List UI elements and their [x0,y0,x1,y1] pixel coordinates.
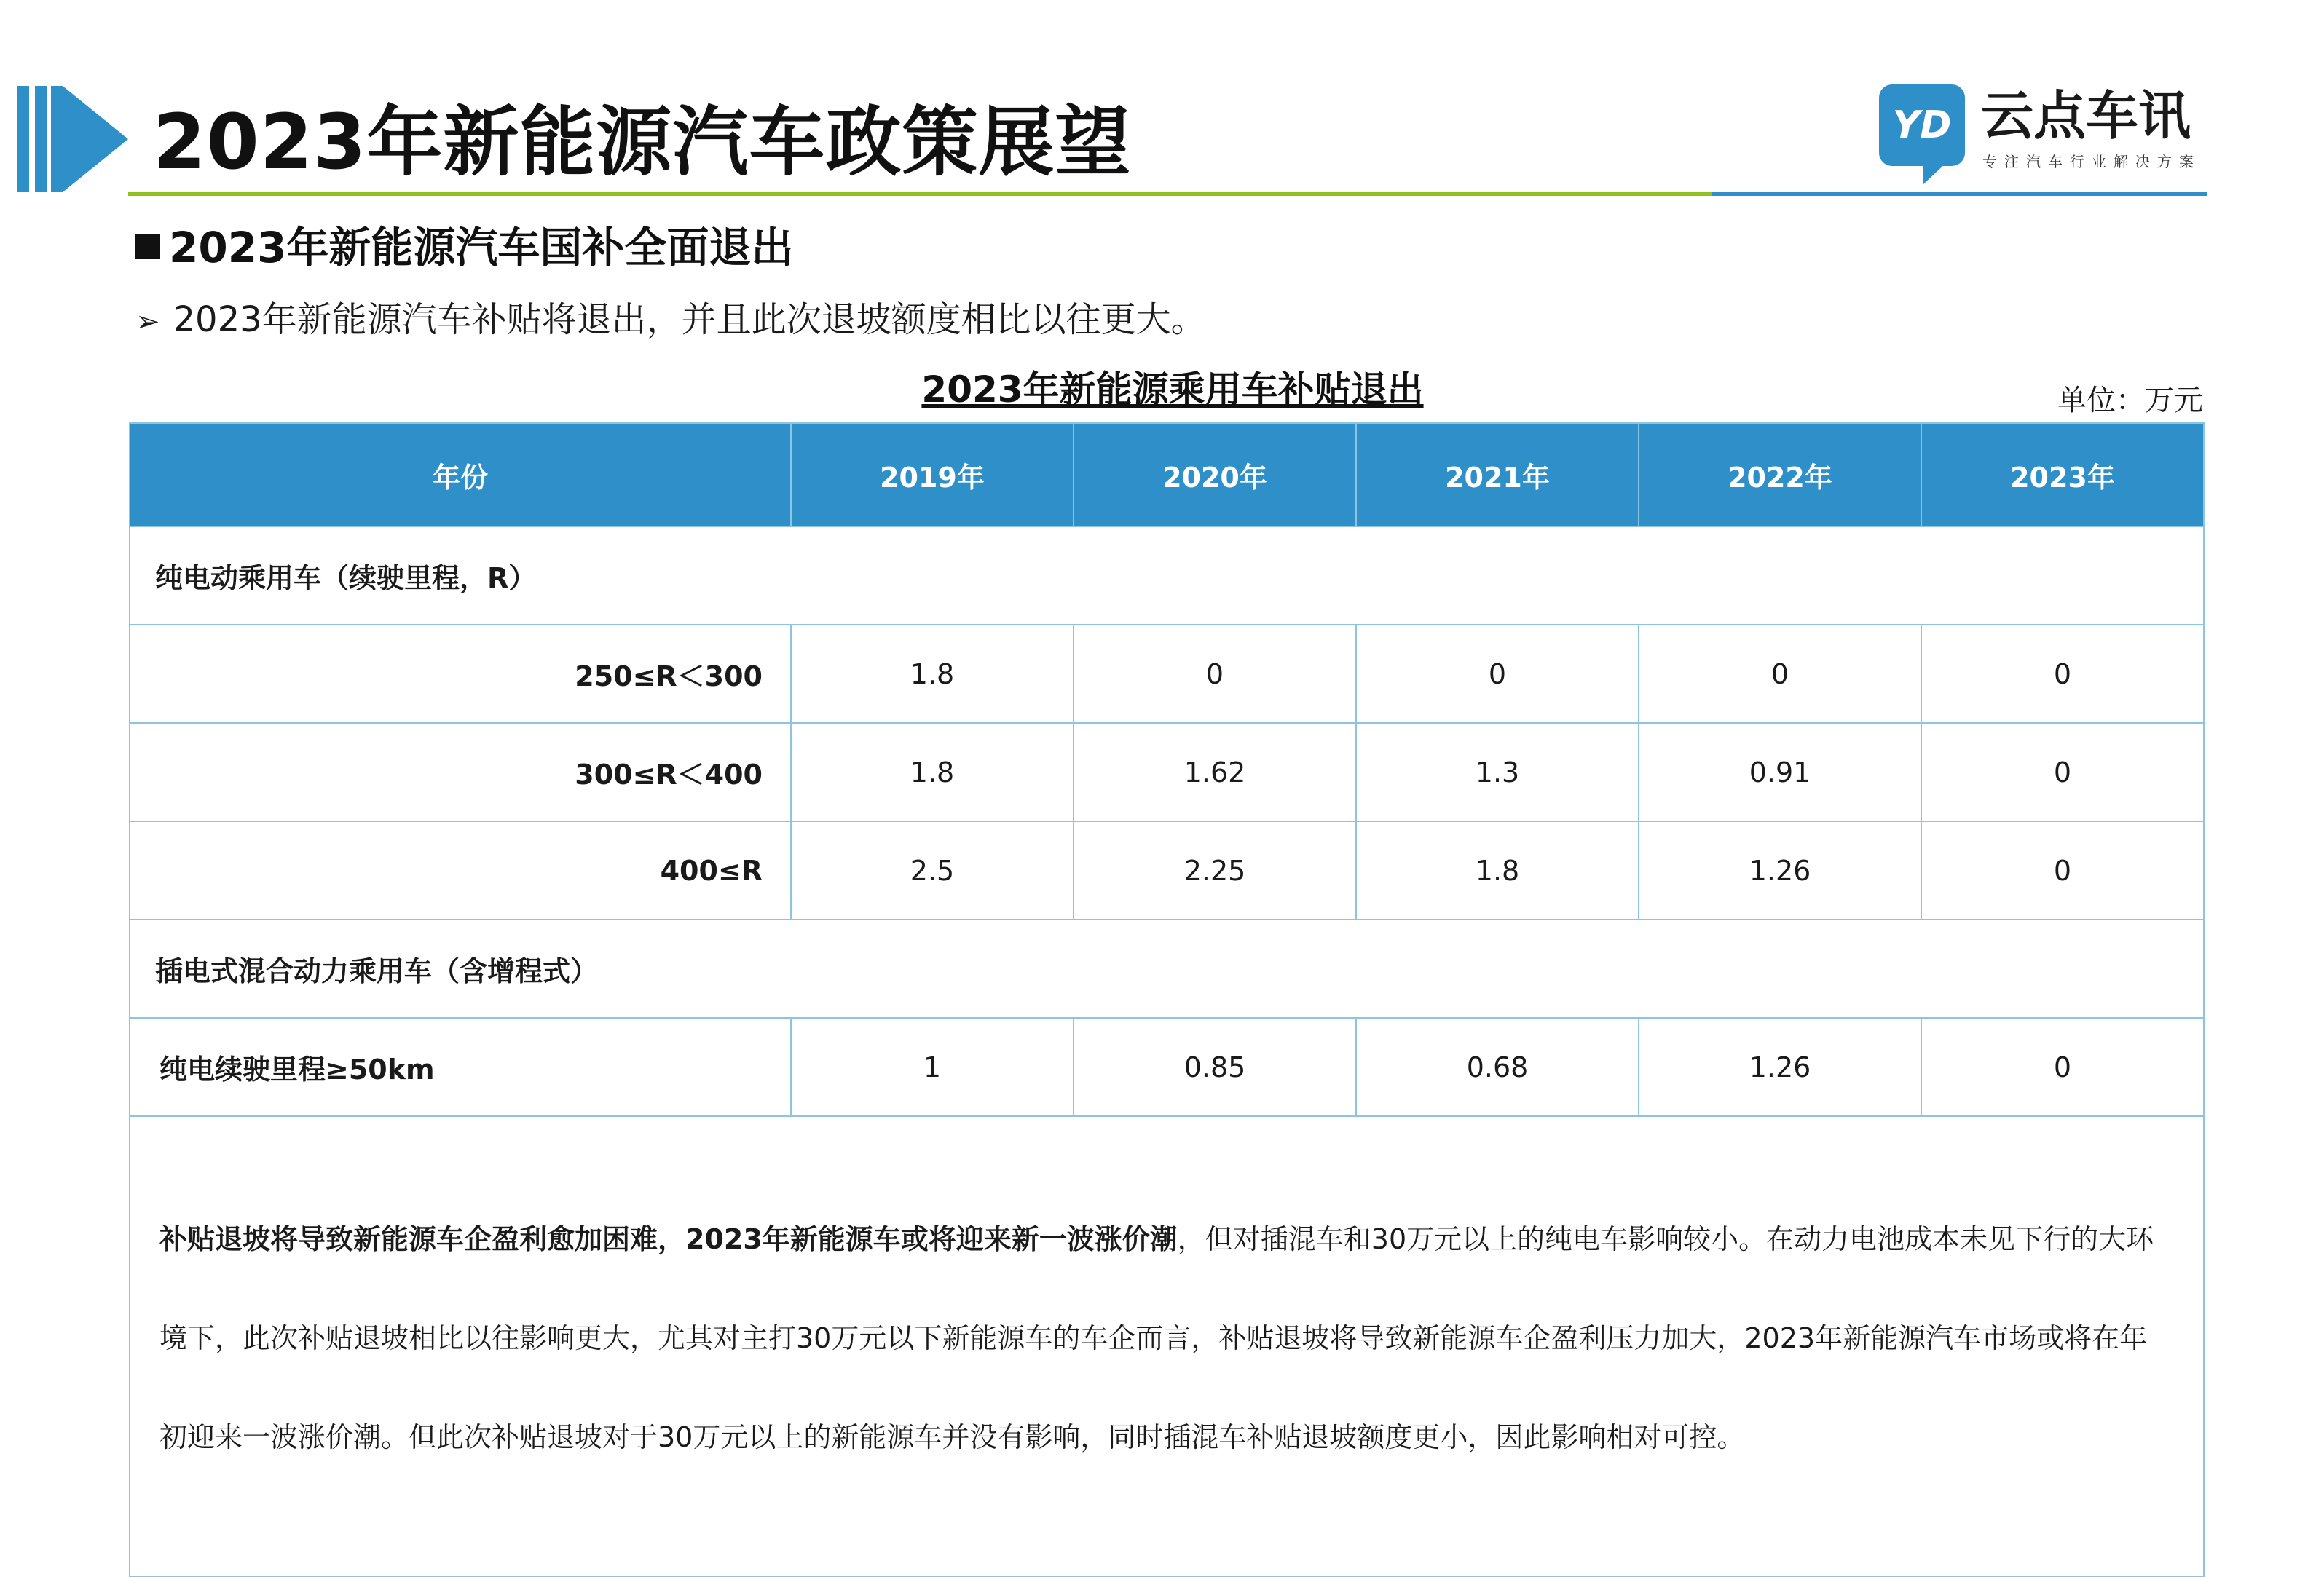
table-cell: 0.68 [1356,1018,1639,1116]
column-header: 2021年 [1356,423,1639,526]
column-header: 2022年 [1639,423,1921,526]
column-header: 年份 [130,423,791,526]
table-note-row [130,1116,2204,1576]
table-row [130,821,2204,920]
table-cell: 1.8 [791,625,1074,723]
table-row [130,625,2204,723]
table-cell: 0 [1921,821,2204,920]
table-cell: 1 [791,1018,1074,1116]
group-label-phev: 插电式混合动力乘用车（含增程式） [130,920,2204,1018]
note-body-text: ，但对插混车和30万元以上的纯电车影响较小。在动力电池成本未见下行的大环境下，此次补贴退坡相比以往影响更大，尤其对主打30万元以下新能源车的车企而言，补贴退坡将导致新能源车企盈利压力加大，2023年新能源汽车市场或将在年初迎来一波涨价潮。但此次补贴退坡对于30万元以上的新能源车并没有影响，同时插混车补贴退坡额度更小，因此影响相对可控。 [159,1223,2154,1453]
table-row [130,723,2204,821]
table-cell: 2.25 [1074,821,1356,920]
table-cell: 1.8 [1356,821,1639,920]
table-header-row [130,423,2204,526]
table-cell: 0 [1356,625,1639,723]
logo-name: 云点车讯 [1981,85,2191,146]
table-cell: 1.62 [1074,723,1356,821]
table-cell: 0 [1921,1018,2204,1116]
section-heading-text: 2023年新能源汽车国补全面退出 [169,223,794,272]
title-underline-green [128,192,1730,196]
header-decor-bar-3 [51,86,63,192]
row-label: 纯电续驶里程≥50km [130,1018,791,1116]
bullet-point-text: 2023年新能源汽车补贴将退出，并且此次退坡额度相比以往更大。 [173,299,1206,340]
square-bullet-icon [135,234,160,259]
group-label-bev: 纯电动乘用车（续驶里程，R） [130,526,2204,625]
table-cell: 0 [1639,625,1921,723]
header-decor-bar-1 [17,86,29,192]
table-cell: 1.26 [1639,1018,1921,1116]
note-bold-text: 补贴退坡将导致新能源车企盈利愈加困难，2023年新能源车或将迎来新一波涨价潮 [159,1223,1178,1255]
table-cell: 0 [1921,625,2204,723]
logo-mark-icon: YD [1879,84,1965,166]
row-label: 400≤R [130,821,791,920]
table-cell: 2.5 [791,821,1074,920]
note-cell [130,1116,2204,1576]
logo-slogan: 专注汽车行业解决方案 [1982,153,2201,170]
row-label: 300≤R＜400 [130,723,791,821]
bullet-point [135,294,1206,347]
page-title: 2023年新能源汽车政策展望 [153,98,1132,186]
header-decor-bar-2 [35,86,47,192]
table-cell: 0.85 [1074,1018,1356,1116]
table-row [130,1018,2204,1116]
column-header: 2020年 [1074,423,1356,526]
table-cell: 0 [1074,625,1356,723]
brand-logo [1879,82,2214,183]
title-underline-blue [1712,192,2207,196]
subsidy-table [129,422,2205,1577]
table-caption: 2023年新能源乘用车补贴退出 [921,368,1424,411]
table-group-row [130,526,2204,625]
table-cell: 1.26 [1639,821,1921,920]
note-paragraph [159,1190,2174,1487]
table-cell: 0.91 [1639,723,1921,821]
table-cell: 1.8 [791,723,1074,821]
row-label: 250≤R＜300 [130,625,791,723]
table-group-row [130,920,2204,1018]
column-header: 2023年 [1921,423,2204,526]
header-decor-arrow-icon [63,86,128,192]
unit-label: 单位：万元 [2057,384,2203,417]
section-heading [135,218,793,277]
column-header: 2019年 [791,423,1074,526]
logo-speech-tail [1923,162,1947,185]
table-cell: 1.3 [1356,723,1639,821]
arrow-bullet-icon: ➢ [135,305,160,339]
table-cell: 0 [1921,723,2204,821]
